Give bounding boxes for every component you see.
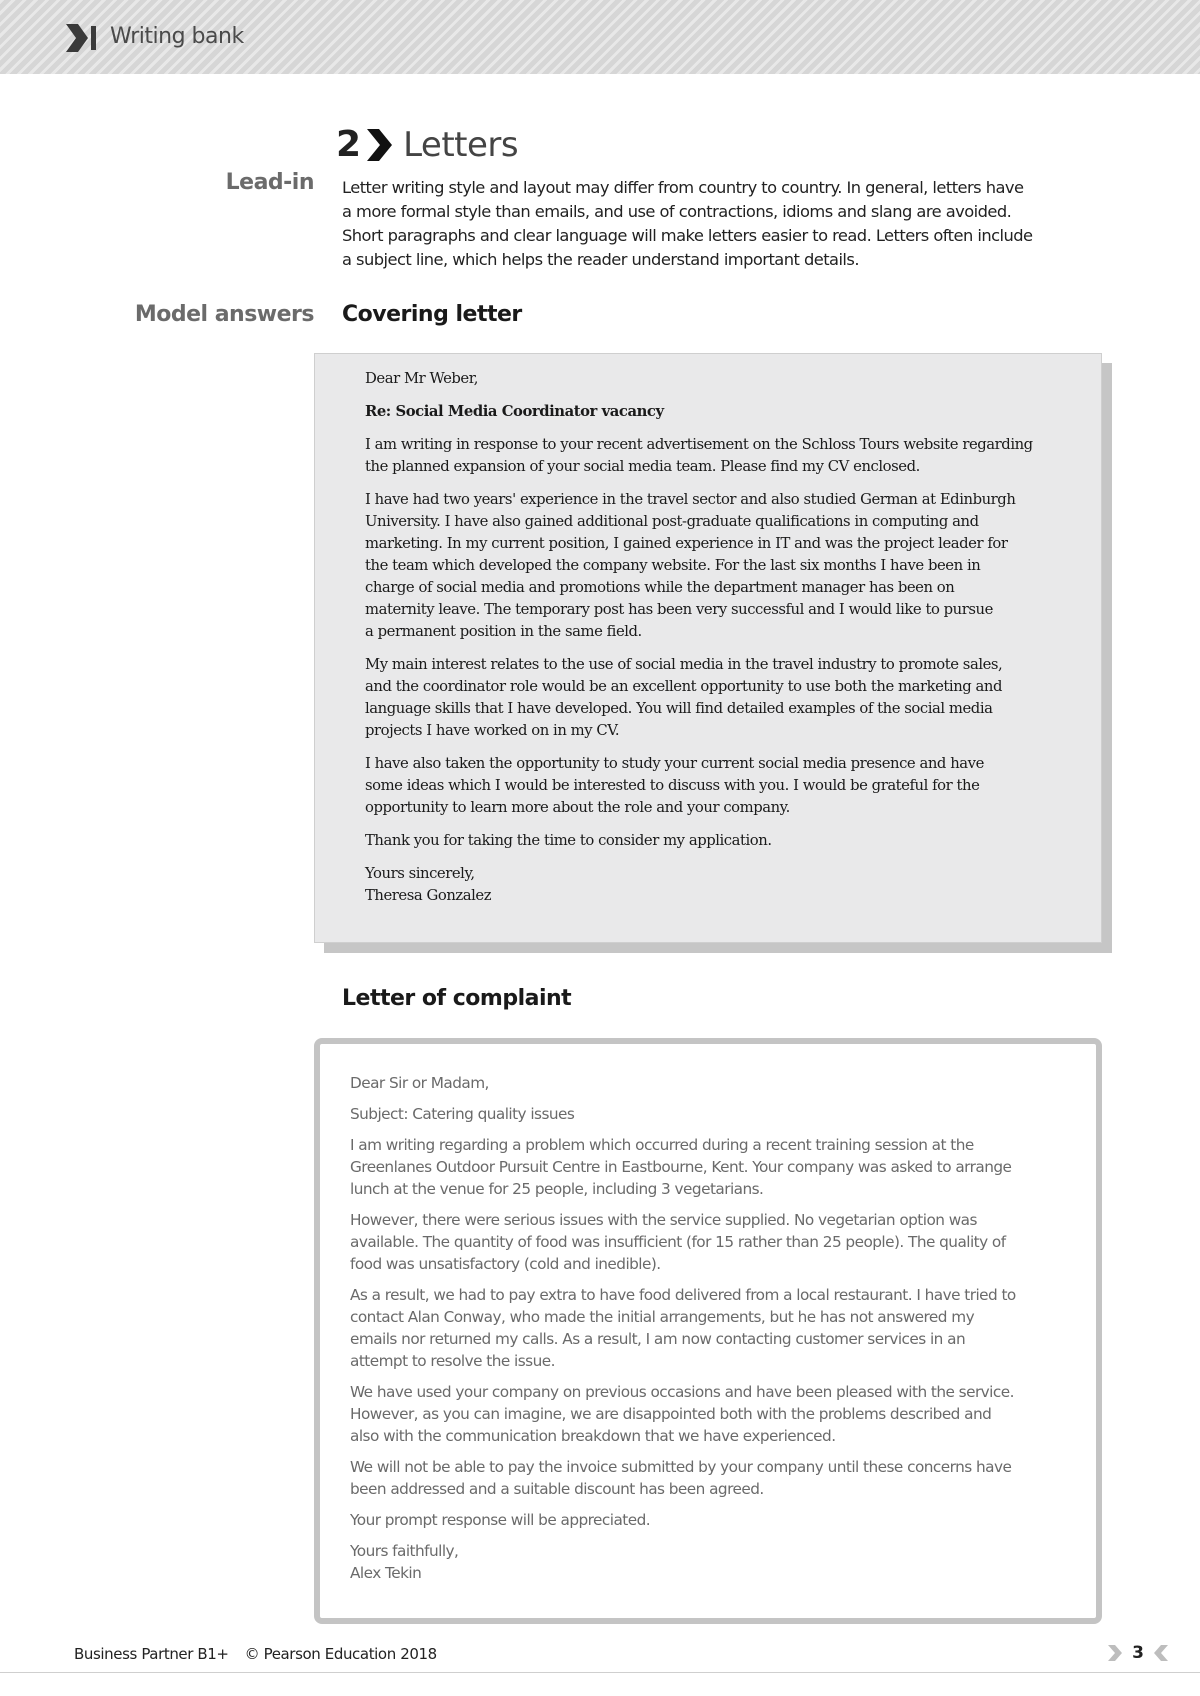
covering-letter-body — [365, 368, 1065, 918]
letter-line: opportunity to learn more about the role and your company. — [365, 799, 790, 816]
letter-line: We will not be able to pay the invoice submitted by your company until these concerns have — [350, 1458, 1012, 1476]
leadin-line: a more formal style than emails, and use of contractions, idioms and slang are avoided. — [342, 202, 1012, 221]
header-title: Writing bank — [110, 24, 244, 49]
footer-copyright: © Pearson Education 2018 — [244, 1645, 437, 1663]
letter-closing: Yours sincerely, — [365, 865, 475, 882]
leadin-line: Short paragraphs and clear language will make letters easier to read. Letters often include — [342, 226, 1033, 245]
letter-line: available. The quantity of food was insufficient (for 15 rather than 25 people). The quality of — [350, 1233, 1006, 1251]
section-name: Letters — [403, 124, 519, 165]
letter-line: food was unsatisfactory (cold and inedible). — [350, 1255, 661, 1273]
forward-bar-icon — [66, 24, 98, 52]
leadin-label: Lead-in — [225, 170, 314, 195]
letter-paragraph — [365, 830, 1065, 852]
letter-paragraph — [365, 489, 1065, 643]
complaint-letter-body — [350, 1072, 1070, 1593]
footer-page — [1106, 1643, 1170, 1663]
letter-line: emails nor returned my calls. As a result, I am now contacting customer services in an — [350, 1330, 966, 1348]
chevron-right-icon — [1106, 1644, 1124, 1662]
letter-paragraph — [365, 753, 1065, 819]
letter-paragraph — [350, 1134, 1070, 1200]
letter-line: language skills that I have developed. You will find detailed examples of the social media — [365, 700, 993, 717]
letter-line: projects I have worked on in my CV. — [365, 722, 620, 739]
letter-line: As a result, we had to pay extra to have food delivered from a local restaurant. I have tried to — [350, 1286, 1016, 1304]
letter-subject: Subject: Catering quality issues — [350, 1105, 575, 1123]
complaint-letter-box — [314, 1038, 1102, 1624]
letter-subject: Re: Social Media Coordinator vacancy — [365, 403, 664, 420]
letter-line: Your prompt response will be appreciated. — [350, 1511, 651, 1529]
letter-line: also with the communication breakdown that we have experienced. — [350, 1427, 836, 1445]
letter-line: I have also taken the opportunity to study your current social media presence and have — [365, 755, 984, 772]
letter-line: marketing. In my current position, I gained experience in IT and was the project leader for — [365, 535, 1008, 552]
letter-greeting: Dear Sir or Madam, — [350, 1074, 489, 1092]
letter-line: However, as you can imagine, we are disappointed both with the problems described and — [350, 1405, 992, 1423]
letter-paragraph — [350, 1456, 1070, 1500]
letter-greeting: Dear Mr Weber, — [365, 370, 478, 387]
letter-line: University. I have also gained additional post-graduate qualifications in computing and — [365, 513, 979, 530]
page-number: 3 — [1132, 1643, 1144, 1663]
letter-line: the team which developed the company website. For the last six months I have been in — [365, 557, 981, 574]
letter-paragraph — [365, 434, 1065, 478]
letter-line: However, there were serious issues with the service supplied. No vegetarian option was — [350, 1211, 977, 1229]
letter-paragraph — [350, 1209, 1070, 1275]
complaint-letter-title: Letter of complaint — [342, 986, 572, 1011]
leadin-line: Letter writing style and layout may differ from country to country. In general, letters have — [342, 178, 1024, 197]
letter-paragraph — [365, 654, 1065, 742]
leadin-line: a subject line, which helps the reader understand important details. — [342, 250, 859, 269]
letter-line: I am writing in response to your recent advertisement on the Schloss Tours website regarding — [365, 436, 1033, 453]
letter-line: the planned expansion of your social media team. Please find my CV enclosed. — [365, 458, 920, 475]
letter-signature: Theresa Gonzalez — [365, 887, 492, 904]
covering-letter-box — [314, 353, 1102, 943]
letter-line: lunch at the venue for 25 people, including 3 vegetarians. — [350, 1180, 764, 1198]
letter-signoff — [365, 863, 1065, 907]
letter-line: My main interest relates to the use of social media in the travel industry to promote sales, — [365, 656, 1003, 673]
letter-paragraph — [350, 1509, 1070, 1531]
letter-line: charge of social media and promotions while the department manager has been on — [365, 579, 955, 596]
letter-signoff — [350, 1540, 1070, 1584]
letter-line: contact Alan Conway, who made the initial arrangements, but he has not answered my — [350, 1308, 975, 1326]
footer-book-title: Business Partner B1+ — [74, 1645, 229, 1663]
section-number: 2 — [336, 124, 362, 165]
letter-line: Greenlanes Outdoor Pursuit Centre in Eastbourne, Kent. Your company was asked to arrange — [350, 1158, 1012, 1176]
letter-signature: Alex Tekin — [350, 1564, 422, 1582]
letter-paragraph — [350, 1381, 1070, 1447]
footer-rule — [0, 1672, 1200, 1673]
leadin-text — [342, 176, 1042, 272]
letter-line: maternity leave. The temporary post has been very successful and I would like to pursue — [365, 601, 993, 618]
footer-credits — [74, 1645, 437, 1663]
letter-line: I am writing regarding a problem which occurred during a recent training session at the — [350, 1136, 974, 1154]
letter-line: We have used your company on previous occasions and have been pleased with the service. — [350, 1383, 1014, 1401]
covering-letter-title: Covering letter — [342, 302, 522, 327]
chevron-right-icon — [365, 129, 393, 161]
letter-line: attempt to resolve the issue. — [350, 1352, 555, 1370]
letter-line: some ideas which I would be interested to discuss with you. I would be grateful for the — [365, 777, 980, 794]
letter-line: a permanent position in the same field. — [365, 623, 642, 640]
letter-paragraph — [350, 1284, 1070, 1372]
letter-closing: Yours faithfully, — [350, 1542, 459, 1560]
letter-line: and the coordinator role would be an excellent opportunity to use both the marketing and — [365, 678, 1003, 695]
chevron-left-icon — [1152, 1644, 1170, 1662]
letter-line: been addressed and a suitable discount has been agreed. — [350, 1480, 764, 1498]
section-title — [336, 124, 518, 165]
letter-line: Thank you for taking the time to consider my application. — [365, 832, 772, 849]
letter-line: I have had two years' experience in the travel sector and also studied German at Edinburgh — [365, 491, 1016, 508]
model-answers-label: Model answers — [134, 302, 314, 327]
